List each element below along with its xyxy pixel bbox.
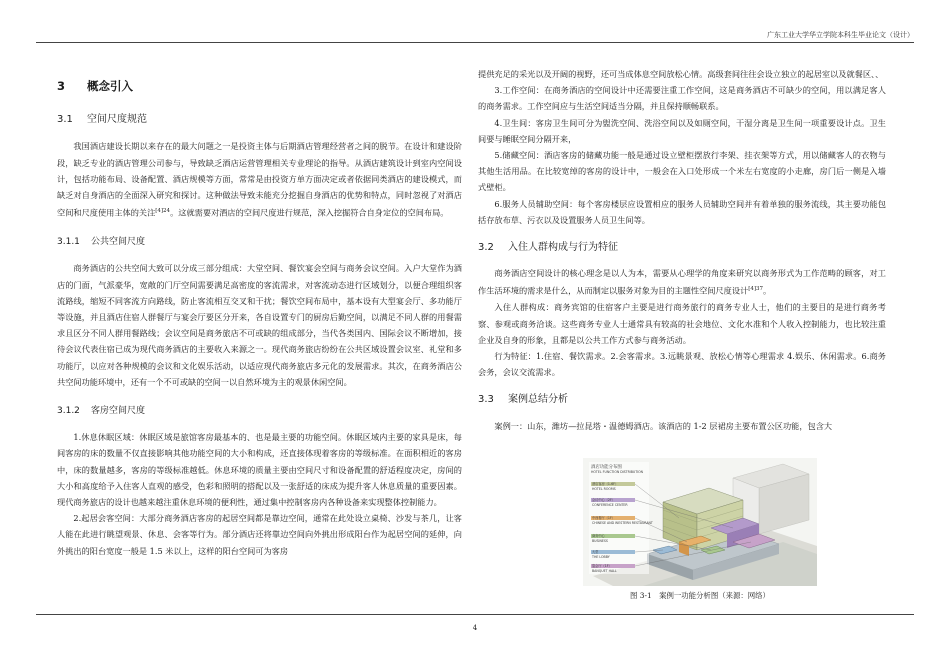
paragraph-work-space: 3.工作空间：在商务酒店的空间设计中还需要注重工作空间，这是商务酒店不可缺少的空间，用以满足客人的商务需求。工作空间应与生活空间适当分隔，并且保持顺畅联系。 xyxy=(478,85,886,112)
paragraph-3-2-a xyxy=(478,265,886,299)
legend-label-lobby-cn: 大堂 xyxy=(592,550,599,554)
paragraph-bathroom: 4.卫生间：客房卫生间可分为盥洗空间、洗浴空间以及如厕空间，干湿分离是卫生间一项重要设计点。卫生间要与睡眠空间分隔开来， xyxy=(478,117,886,144)
paragraph-3-1-1: 商务酒店的公共空间大致可以分成三部分组成：大堂空间、餐饮宴会空间与商务会议空间。入户大堂作为酒店的门面，气派豪华，宽敞的门厅空间需要满足高密度的客流需求，对客流动态进行区域划分，以便合理组织客流路线，缩短不同客流方向路线，防止客流相互交叉和干扰；餐饮空间布局中，基本设有大型宴会厅、多功能厅等设施，并且酒店住宿人群餐厅与宴会厅要区分开来，各自设置专门的厨房后勤空间，以满足不同人群的用餐需求且区分不同人群用餐路线；会议空间是商务旅店不可或缺的组成部分，当代各类国内、国际会议不断增加，接待会议代表住宿已成为现代商务酒店的主要收入来源之一。现代商务旅店纷纷在公共区域设置会议室、礼堂和多功能厅，以应对各种规模的会议和文化娱乐活动，以适应现代商务旅店多元化的发展需求。其次，在商务酒店公共空间功能环境中，还有一个不可或缺的空间一以自然环境为主的观景休闲空间。 xyxy=(57,263,462,387)
section-title: 空间尺度规范 xyxy=(87,114,147,126)
section-number: 3.2 xyxy=(478,242,494,254)
section-heading-3-1 xyxy=(57,112,462,128)
section-heading-3-1-2 xyxy=(57,403,462,419)
paragraph-text: 商务酒店空间设计的核心理念是以人为本，需要从心理学的角度来研究以商务形式为工作范畴的顾客，对工作生活环境的需求是什么，从而制定以服务对象为目的主题性空间尺度设计 xyxy=(478,268,886,297)
section-heading-3-1-1 xyxy=(57,234,462,250)
paragraph-3-1 xyxy=(57,138,462,221)
paragraph-3-2-b: 入住人群构成：商务宾馆的住宿客户主要是进行商务旅行的商务专业人士，他们的主要目的是进行商务考察、参观或商务洽谈。这些商务专业人士通常具有较高的社会地位、文化水准和个人收入控制能力，也比较注重企业及自身的形象，且都是以公共工作方式参与商务活动。 xyxy=(478,302,886,345)
citation-ref: [4]37 xyxy=(748,286,763,293)
section-number: 3.1.1 xyxy=(57,237,80,248)
paragraph-3-3: 案例一：山东，潍坊—拉昆塔・温德姆酒店。该酒店的 1-2 层裙房主要布置公区功能，包含大 xyxy=(494,420,833,431)
figure-caption: 图 3-1 案例一功能分析图（来源：网络） xyxy=(630,591,770,600)
paragraph-text-end: 。 xyxy=(763,286,772,297)
legend-label-restaurant-en: CHINESE AND WESTERN RESTAURANT xyxy=(592,521,653,525)
chapter-title: 概念引入 xyxy=(87,79,133,93)
section-number: 3.1 xyxy=(57,114,73,126)
paragraph-3-2-c: 行为特征：1.住宿、餐饮需求。2.会客需求。3.远眺景观、放松心情等心理需求 4.娱乐、休闲需求。6.商务会务，会议交流需求。 xyxy=(478,350,886,378)
section-title: 公共空间尺度 xyxy=(91,237,146,248)
footer-rule xyxy=(36,614,914,615)
section-number: 3.1.2 xyxy=(57,405,80,416)
legend-label-business-en: BUSINESS xyxy=(592,539,608,543)
hotel-axonometric-diagram xyxy=(583,458,817,586)
right-column xyxy=(478,66,886,434)
legend-label-business-cn: 商务中心 xyxy=(592,534,605,538)
figure-title-cn: 酒店功能分布图 xyxy=(591,465,622,470)
paragraph-3-1-2-b: 2.起居会客空间：大部分商务酒店客房的起居空间都是靠边空间，通常在此处设立桌椅、沙发与茶几，让客人能在此进行眺望观景、休息、会客等行为。部分酒店还将靠边空间向外挑出形成阳台作为起居空间的延伸，向外挑出的阳台宽度一般是 1.5 米以上，这样的阳台空间可为客房 xyxy=(57,513,462,556)
section-heading-3-3 xyxy=(478,392,886,408)
legend-label-rooms-en: HOTEL ROOMS xyxy=(592,487,616,491)
figure-title-en: HOTEL FUNCTION DISTRIBUTION xyxy=(591,470,644,474)
paragraph-service-space: 6.服务人员辅助空间：每个客房楼层应设置相应的服务人员辅助空间并有着单独的服务流线，其主要功能包括存放布草、污衣以及设置服务人员卫生间等。 xyxy=(478,198,886,225)
running-header: 广东工业大学华立学院本科生毕业论文（设计） xyxy=(767,31,914,39)
legend-label-restaurant-cn: 中西餐厅（1F） xyxy=(592,516,615,520)
legend-label-rooms-cn: 酒店客房（1-6F） xyxy=(592,482,619,486)
legend-label-banquet-cn: 宴会厅（1F） xyxy=(592,564,612,568)
legend-label-conference-cn: 会议中心（2F） xyxy=(592,498,615,502)
section-title: 入住人群构成与行为特征 xyxy=(508,242,618,254)
chapter-heading xyxy=(57,78,462,94)
paragraph-3-1-2-a: 1.休息休眠区域：休眠区域是旅馆客房最基本的、也是最主要的功能空间。休眠区域内主要的家具是床，每间客房的床的数量不仅直接影响其他功能空间的大小和构成，还直接体现着客房的等级标准。在面积相近的客房中，床的数量越多，客房的等级标准越低。休息环境的质量主要由空间尺寸和设备配置的舒适程度决定，房间的大小和高度给予入住客人直观的感受，色彩和照明的搭配以及一张舒适的床成为提升客人休息质量的重要因素。现代商务旅店的设计也越来越注重休息环境的便利性，通过集中控制客房内各种设备来实现整体控制能力。 xyxy=(57,432,462,507)
legend-label-banquet-en: BANQUET HALL xyxy=(592,569,617,573)
paragraph-text: 我国酒店建设长期以来存在的最大问题之一是投资主体与后期酒店管理经营者之间的脱节。在设计和建设阶段，缺乏专业的酒店管理公司参与，导致缺乏酒店运营管理相关专业理论的指导。从酒店建筑设计到室内空间设计，包括功能布局、设备配置、酒店规模等方面，常常是由投资方单方面决定或者依据同类酒店的建设模式，而缺乏对自身酒店的全面深入研究和探讨。这种做法导致未能充分挖掘自身酒店的优势和特点，同时忽视了对酒店空间和尺度使用主体的关注 xyxy=(57,141,462,218)
section-heading-3-2 xyxy=(478,240,886,256)
page-number: 4 xyxy=(472,624,478,632)
legend-label-conference-en: CONFERENCE CENTER xyxy=(592,503,628,507)
legend-label-lobby-en: THE LOBBY xyxy=(592,555,610,559)
header-rule xyxy=(36,42,914,43)
paragraph-text-end: 。这就需要对酒店的空间尺度进行规范，深入挖掘符合自身定位的空间布局。 xyxy=(170,207,449,218)
section-number: 3.3 xyxy=(478,394,494,406)
left-column xyxy=(57,78,462,559)
citation-ref: [4]24 xyxy=(155,208,171,215)
paragraph-storage: 5.储藏空间：酒店客房的储藏功能一般是通过设立壁柜摆放行李架、挂衣架等方式，用以储藏客人的衣物与其他生活用品。在比较宽绰的客房的设计中，一般会在入口处形成一个米左右宽度的小走廊，房门后一侧是入墙式壁柜。 xyxy=(478,150,886,193)
section-title: 案例总结分析 xyxy=(508,394,568,406)
section-title: 客房空间尺度 xyxy=(91,405,146,416)
chapter-number: 3 xyxy=(57,79,66,93)
function-analysis-figure xyxy=(583,458,817,586)
paragraph-continued: 提供充足的采光以及开阔的视野，还可当成体息空间放松心情。高级套间往往会设立独立的起居室以及就餐区、、 xyxy=(478,69,884,79)
